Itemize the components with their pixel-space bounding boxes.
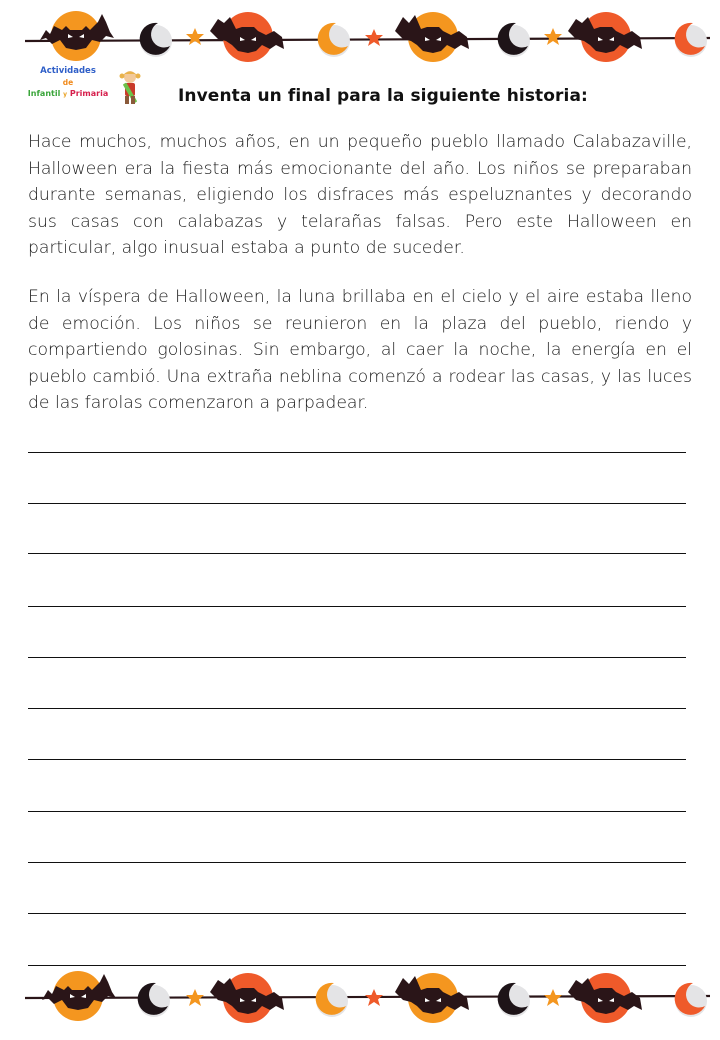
crescent-moon-icon bbox=[138, 983, 170, 1017]
logo-word-infantil: Infantil bbox=[27, 89, 61, 98]
writing-line[interactable] bbox=[28, 503, 686, 504]
logo-word-y: y bbox=[63, 91, 68, 98]
page-title: Inventa un final para la siguiente historia: bbox=[178, 86, 588, 106]
writing-line[interactable] bbox=[28, 657, 686, 658]
star-icon bbox=[544, 28, 562, 45]
crescent-moon-icon bbox=[498, 23, 530, 57]
writing-line[interactable] bbox=[28, 553, 686, 554]
star-icon bbox=[186, 28, 204, 45]
logo-line-2: de bbox=[62, 78, 74, 87]
crescent-moon-icon bbox=[316, 983, 348, 1017]
logo-line-3 bbox=[18, 88, 118, 100]
crescent-moon-icon bbox=[318, 23, 350, 57]
story-paragraph-1: Hace muchos, muchos años, en un pequeño pueblo llamado Calabazaville, Halloween era la fiesta más emocionante del año. Los niños se preparaban durante semanas, eligiendo los disfraces más espeluznantes y decorando sus casas con calabazas y telarañas falsas. Pero este Halloween en particular, algo inusual estaba a punto de suceder. bbox=[28, 132, 692, 258]
bat-icon bbox=[395, 12, 469, 62]
logo-line-1: Actividades bbox=[40, 66, 96, 76]
bat-icon bbox=[568, 12, 642, 62]
writing-line[interactable] bbox=[28, 965, 686, 966]
bat-icon bbox=[568, 973, 642, 1023]
bat-icon bbox=[210, 973, 284, 1023]
bat-icon bbox=[395, 973, 469, 1023]
writing-line[interactable] bbox=[28, 913, 686, 914]
crescent-moon-icon bbox=[675, 23, 707, 57]
writing-line[interactable] bbox=[28, 811, 686, 812]
crescent-moon-icon bbox=[140, 23, 172, 57]
logo-text bbox=[18, 66, 118, 100]
writing-line[interactable] bbox=[28, 452, 686, 453]
story-paragraph-2: En la víspera de Halloween, la luna brillaba en el cielo y el aire estaba lleno de emoción. Los niños se reunieron en la plaza del pueblo, riendo y compartiendo golosinas. Sin embargo, al caer la noche, la energía en el pueblo cambió. Una extraña neblina comenzó a rodear las casas, y las luces de las farolas comenzaron a parpadear. bbox=[28, 287, 692, 413]
child-mascot-icon bbox=[118, 68, 142, 108]
logo-word-primaria: Primaria bbox=[69, 89, 109, 98]
bat-icon bbox=[210, 12, 284, 62]
writing-line[interactable] bbox=[28, 862, 686, 863]
star-icon bbox=[365, 29, 383, 46]
crescent-moon-icon bbox=[675, 983, 707, 1017]
bat-icon bbox=[40, 11, 114, 61]
halloween-garland-bottom bbox=[0, 968, 720, 1038]
logo bbox=[18, 66, 142, 108]
halloween-garland-top bbox=[0, 0, 720, 70]
writing-line[interactable] bbox=[28, 708, 686, 709]
crescent-moon-icon bbox=[498, 983, 530, 1017]
writing-line[interactable] bbox=[28, 759, 686, 760]
writing-line[interactable] bbox=[28, 606, 686, 607]
bat-icon bbox=[42, 971, 116, 1021]
